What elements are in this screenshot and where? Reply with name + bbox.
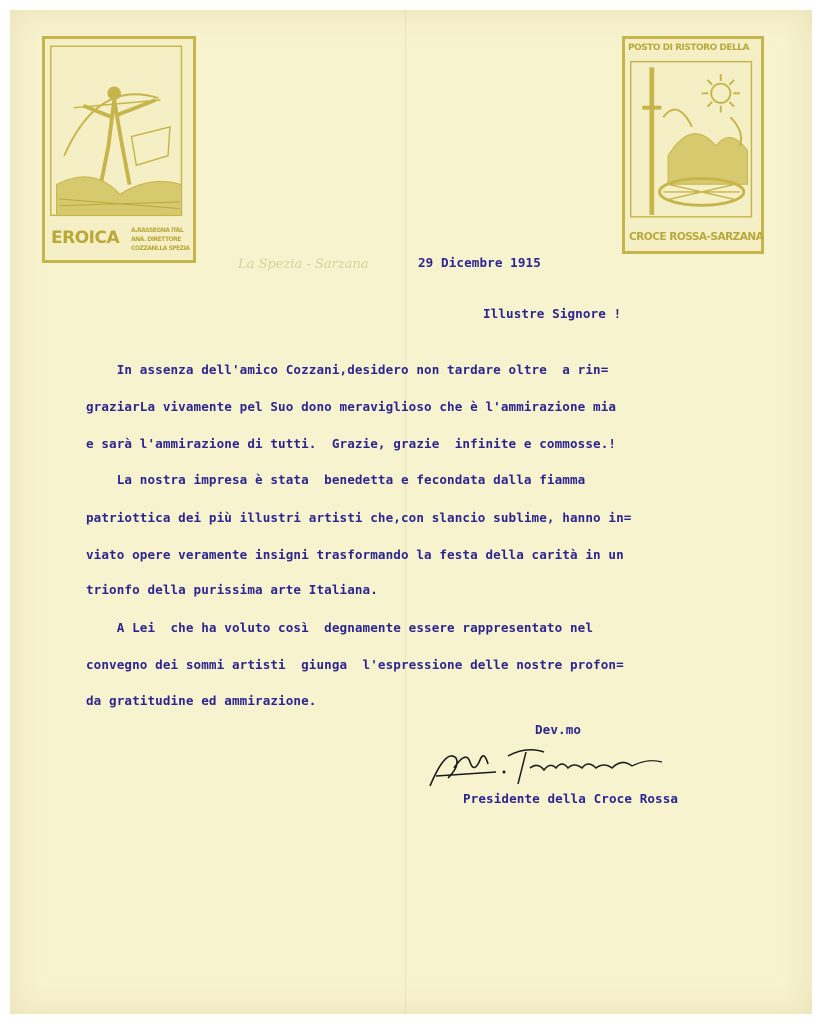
body-line: e sarà l'ammirazione di tutti. Grazie, grazie infinite e commosse.!	[86, 436, 617, 451]
red-cross-stamp	[622, 36, 764, 254]
body-line: La nostra impresa è stata benedetta e fecondata dalla fiamma	[86, 472, 586, 487]
body-line: viato opere veramente insigni trasformando la festa della carità in un	[86, 547, 624, 562]
body-line: In assenza dell'amico Cozzani,desidero non tardare oltre a rin=	[86, 362, 609, 377]
body-line: convegno dei sommi artisti giunga l'espressione delle nostre profon=	[86, 657, 624, 672]
eroica-title: EROICA	[51, 228, 120, 248]
body-line: graziarLa vivamente pel Suo dono meraviglioso che è l'ammirazione mia	[86, 399, 617, 414]
closing: Dev.mo	[535, 722, 582, 737]
red-cross-bottom-text: CROCE ROSSA-SARZANA	[629, 231, 764, 243]
letter-sheet	[10, 10, 812, 1014]
letterhead-place: La Spezia - Sarzana	[238, 257, 369, 272]
body-line: da gratitudine ed ammirazione.	[86, 693, 317, 708]
eroica-stamp	[42, 36, 196, 263]
eroica-caption-3: COZZANI.LA SPEZIA	[131, 245, 190, 252]
sun-and-sword-illustration	[625, 39, 764, 251]
handwritten-signature	[426, 738, 666, 794]
eroica-caption-2: ANA. DIRETTORE	[131, 236, 181, 243]
red-cross-top-text: POSTO DI RISTORO DELLA	[628, 43, 749, 53]
body-line: trionfo della purissima arte Italiana.	[86, 582, 378, 597]
body-line: A Lei che ha voluto così degnamente essere rappresentato nel	[86, 620, 594, 635]
eroica-caption-1: A.RASSEGNA ITAL	[131, 227, 184, 234]
salutation: Illustre Signore !	[483, 306, 622, 321]
body-line: patriottica dei più illustri artisti che,con slancio sublime, hanno in=	[86, 510, 632, 525]
signature-title: Presidente della Croce Rossa	[463, 791, 679, 806]
letter-date: 29 Dicembre 1915	[418, 255, 541, 270]
